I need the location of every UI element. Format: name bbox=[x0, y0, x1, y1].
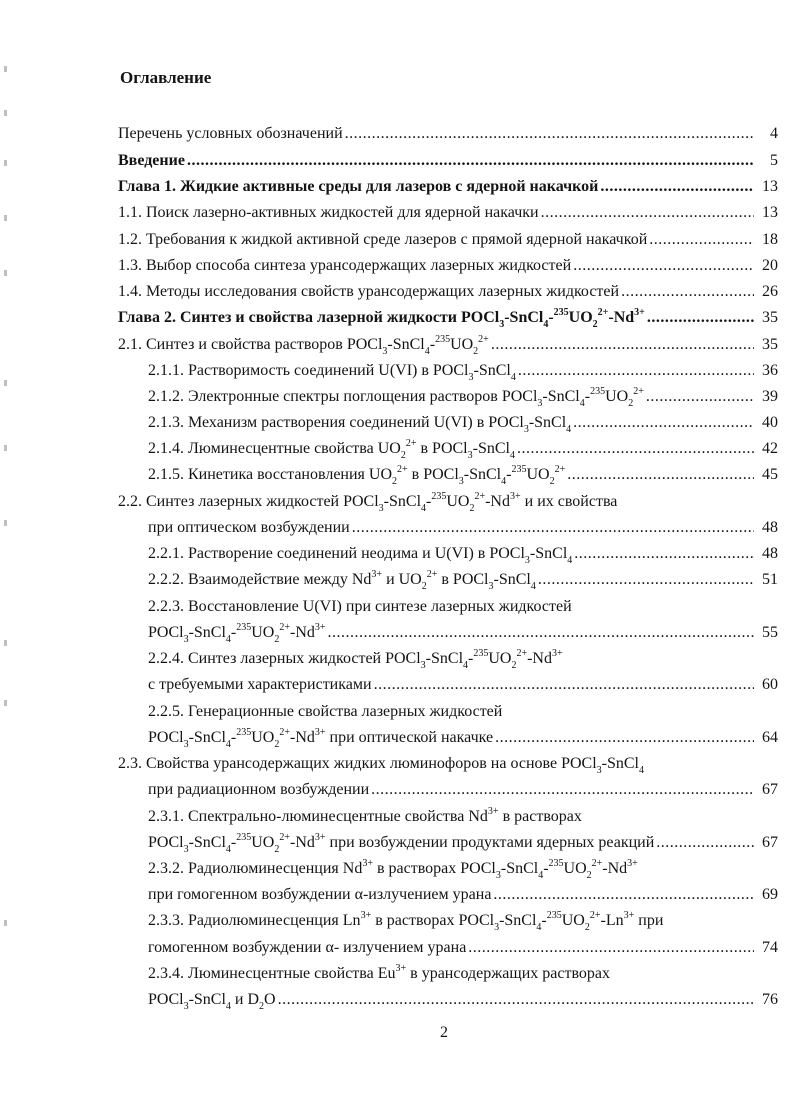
dot-leader bbox=[517, 437, 754, 461]
toc-entry-page: 67 bbox=[762, 781, 778, 798]
scan-mark bbox=[4, 700, 7, 706]
toc-entry-page: 60 bbox=[762, 676, 778, 693]
toc-entry-text: с требуемыми характеристиками bbox=[148, 676, 372, 693]
toc-entry[interactable] bbox=[148, 831, 778, 855]
toc-entry[interactable] bbox=[148, 700, 778, 724]
toc-entry-page: 48 bbox=[762, 545, 778, 562]
toc-entry[interactable] bbox=[118, 254, 778, 278]
scan-mark bbox=[4, 380, 7, 386]
toc-entry[interactable] bbox=[118, 490, 778, 514]
toc-entry-text: 1.4. Методы исследования свойств урансодержащих лазерных жидкостей bbox=[118, 283, 620, 300]
toc-entry-text: $POCl_3-SnCl_4-^{235}UO_2^{2+}-Nd^{3+}$ при оптической накачке bbox=[148, 726, 494, 751]
toc-entry[interactable] bbox=[118, 122, 778, 146]
toc-entry-page: 55 bbox=[762, 624, 778, 641]
page-title: Оглавление bbox=[120, 68, 212, 87]
toc-entry[interactable] bbox=[148, 595, 778, 619]
toc-entry-text: гомогенном возбуждении α- излучением урана bbox=[148, 939, 467, 956]
toc-entry[interactable] bbox=[148, 359, 778, 383]
toc-entry[interactable] bbox=[148, 778, 778, 802]
dot-leader bbox=[371, 778, 754, 802]
toc-entry-page: 51 bbox=[762, 571, 778, 588]
dot-leader bbox=[187, 149, 754, 173]
toc-entry-text: 2.2.3. Восстановление U(VI) при синтезе лазерных жидкостей bbox=[148, 598, 572, 615]
page-number: 2 bbox=[440, 1024, 448, 1041]
toc-entry-text: 2.3.1. Спектрально-люминесцентные свойства $Nd^{3+}$ в растворах bbox=[148, 805, 582, 825]
dot-leader bbox=[621, 280, 754, 304]
toc-entry[interactable] bbox=[148, 883, 778, 907]
toc-entry-text: 2.1.4. Люминесцентные свойства $UO_2^{2+}$ в POCl$_3$-SnCl$_4$ bbox=[148, 437, 515, 462]
toc-entry[interactable] bbox=[148, 463, 778, 487]
toc-entry-page: 74 bbox=[762, 939, 778, 956]
toc-entry-page: 42 bbox=[762, 440, 778, 457]
dot-leader bbox=[600, 175, 754, 199]
scan-mark bbox=[4, 920, 7, 926]
toc-entry-text: 2.1. Синтез и свойства растворов $POCl_3-SnCl_4-^{235}UO_2^{2+}$ bbox=[118, 333, 489, 358]
toc-entry-text: $POCl_3-SnCl_4-^{235}UO_2^{2+}-Nd^{3+}$ при возбуждении продуктами ядерных реакций bbox=[148, 831, 655, 856]
toc-entry[interactable] bbox=[148, 568, 778, 592]
toc-entry-page: 39 bbox=[762, 388, 778, 405]
dot-leader bbox=[646, 385, 754, 409]
toc-entry-text: 1.2. Требования к жидкой активной среде лазеров с прямой ядерной накачкой bbox=[118, 231, 648, 248]
scan-mark bbox=[4, 270, 7, 276]
toc-entry[interactable] bbox=[148, 726, 778, 750]
dot-leader bbox=[647, 306, 754, 330]
toc-entry[interactable] bbox=[148, 936, 778, 960]
scan-mark bbox=[4, 520, 7, 526]
toc-entry[interactable] bbox=[148, 857, 778, 881]
dot-leader bbox=[328, 621, 754, 645]
dot-leader bbox=[656, 831, 754, 855]
scan-mark bbox=[4, 445, 7, 451]
dot-leader bbox=[518, 359, 754, 383]
toc-entry[interactable] bbox=[148, 988, 778, 1012]
toc-entry-text: 2.3. Свойства урансодержащих жидких люминофоров на основе POCl$_3$-SnCl$_4$ bbox=[118, 755, 644, 777]
dot-leader bbox=[541, 201, 754, 225]
toc-entry[interactable] bbox=[118, 228, 778, 252]
scan-mark bbox=[4, 110, 7, 116]
toc-entry[interactable] bbox=[148, 805, 778, 829]
dot-leader bbox=[491, 333, 754, 357]
dot-leader bbox=[345, 122, 754, 146]
toc-entry[interactable] bbox=[118, 333, 778, 357]
scan-mark bbox=[4, 66, 7, 72]
toc-entry-text: при оптическом возбуждении bbox=[148, 519, 350, 536]
toc-entry-page: 64 bbox=[762, 729, 778, 746]
dot-leader bbox=[649, 228, 754, 252]
toc-entry[interactable] bbox=[148, 673, 778, 697]
toc-entry-page: 69 bbox=[762, 886, 778, 903]
scan-mark bbox=[4, 215, 7, 221]
dot-leader bbox=[574, 542, 754, 566]
toc-entry[interactable] bbox=[118, 306, 778, 330]
toc-entry[interactable] bbox=[148, 385, 778, 409]
toc-entry-text: POCl$_3$-SnCl$_4$ и $D_2O$ bbox=[148, 991, 276, 1013]
toc-entry-text: 2.3.3. Радиолюминесценция $Ln^{3+}$ в растворах $POCl_3-SnCl_4-^{235}UO_2^{2+}-Ln^{3+}$ при bbox=[148, 909, 664, 934]
dot-leader bbox=[493, 883, 754, 907]
toc-entry-page: 40 bbox=[762, 414, 778, 431]
toc-entry-text: 2.2.5. Генерационные свойства лазерных жидкостей bbox=[148, 703, 503, 720]
toc-entry-page: 48 bbox=[762, 519, 778, 536]
dot-leader bbox=[573, 254, 754, 278]
dot-leader bbox=[468, 936, 754, 960]
toc-entry[interactable] bbox=[118, 752, 778, 776]
toc-entry-page: 26 bbox=[762, 283, 778, 300]
toc-entry-page: 76 bbox=[762, 991, 778, 1008]
toc-entry-text: 2.3.2. Радиолюминесценция $Nd^{3+}$ в растворах $POCl_3-SnCl_4-^{235}UO_2^{2+}-Nd^{3+}$ bbox=[148, 857, 638, 882]
toc-entry-page: 13 bbox=[762, 178, 778, 195]
toc-entry-text: 2.1.2. Электронные спектры поглощения растворов $POCl_3-SnCl_4-^{235}UO_2^{2+}$ bbox=[148, 385, 644, 410]
toc-entry-text: Глава 2. Синтез и свойства лазерной жидкости $POCl_3-SnCl_4-^{235}UO_2^{2+}-Nd^{3+}$ bbox=[118, 306, 645, 331]
scan-mark bbox=[4, 640, 7, 646]
toc-entry[interactable] bbox=[148, 647, 778, 671]
toc-entry[interactable] bbox=[118, 175, 778, 199]
dot-leader bbox=[573, 411, 754, 435]
toc-entry-text: 2.3.4. Люминесцентные свойства $Eu^{3+}$ в урансодержащих растворах bbox=[148, 962, 611, 982]
toc-entry-text: при гомогенном возбуждении α-излучением урана bbox=[148, 886, 492, 903]
toc-entry-page: 20 bbox=[762, 257, 778, 274]
toc-entry-page: 4 bbox=[770, 125, 778, 142]
toc-entry-text: 2.2.2. Взаимодействие между $Nd^{3+}$ и $UO_2^{2+}$ в POCl$_3$-SnCl$_4$ bbox=[148, 568, 536, 593]
toc-entry-text: 2.1.3. Механизм растворения соединений U(VI) в POCl$_3$-SnCl$_4$ bbox=[148, 414, 572, 436]
scan-mark bbox=[4, 160, 7, 166]
toc-entry-text: Введение bbox=[118, 152, 185, 169]
toc-entry-text: 1.3. Выбор способа синтеза урансодержащих лазерных жидкостей bbox=[118, 257, 572, 274]
toc-entry[interactable] bbox=[118, 149, 778, 173]
dot-leader bbox=[495, 726, 754, 750]
toc-entry-page: 67 bbox=[762, 834, 778, 851]
toc-entry[interactable] bbox=[148, 962, 778, 986]
toc-entry[interactable] bbox=[118, 201, 778, 225]
toc-entry-text: Перечень условных обозначений bbox=[118, 125, 343, 142]
toc-entry-text: 2.2. Синтез лазерных жидкостей $POCl_3-SnCl_4-^{235}UO_2^{2+}-Nd^{3+}$ и их свойства bbox=[118, 490, 618, 515]
toc-entry-page: 13 bbox=[762, 204, 778, 221]
toc-entry[interactable] bbox=[148, 909, 778, 933]
toc-entry[interactable] bbox=[118, 280, 778, 304]
toc-entry-text: 1.1. Поиск лазерно-активных жидкостей для ядерной накачки bbox=[118, 204, 539, 221]
dot-leader bbox=[352, 516, 754, 540]
dot-leader bbox=[278, 988, 754, 1012]
toc-entry[interactable] bbox=[148, 411, 778, 435]
toc-entry-text: 2.2.4. Синтез лазерных жидкостей $POCl_3-SnCl_4-^{235}UO_2^{2+}-Nd^{3+}$ bbox=[148, 647, 563, 672]
toc-entry-page: 35 bbox=[762, 336, 778, 353]
toc-entry-page: 45 bbox=[762, 466, 778, 483]
dot-leader bbox=[374, 673, 754, 697]
toc-entry-page: 35 bbox=[762, 309, 778, 326]
dot-leader bbox=[538, 568, 754, 592]
toc-entry-text: 2.1.5. Кинетика восстановления $UO_2^{2+}$ в $POCl_3-SnCl_4-^{235}UO_2^{2+}$ bbox=[148, 463, 566, 488]
toc-entry-page: 5 bbox=[770, 152, 778, 169]
toc-entry[interactable] bbox=[148, 437, 778, 461]
toc-entry[interactable] bbox=[148, 621, 778, 645]
dot-leader bbox=[567, 463, 754, 487]
toc-entry-text: $POCl_3-SnCl_4-^{235}UO_2^{2+}-Nd^{3+}$ bbox=[148, 621, 326, 646]
toc-entry[interactable] bbox=[148, 542, 778, 566]
toc-entry-text: при радиационном возбуждении bbox=[148, 781, 370, 798]
toc-entry-page: 36 bbox=[762, 362, 778, 379]
toc-entry-page: 18 bbox=[762, 231, 778, 248]
toc-entry-text: 2.1.1. Растворимость соединений U(VI) в POCl$_3$-SnCl$_4$ bbox=[148, 362, 516, 384]
toc-entry-text: 2.2.1. Растворение соединений неодима и U(VI) в POCl$_3$-SnCl$_4$ bbox=[148, 545, 573, 567]
toc-entry[interactable] bbox=[148, 516, 778, 540]
toc-entry-text: Глава 1. Жидкие активные среды для лазеров с ядерной накачкой bbox=[118, 178, 599, 195]
